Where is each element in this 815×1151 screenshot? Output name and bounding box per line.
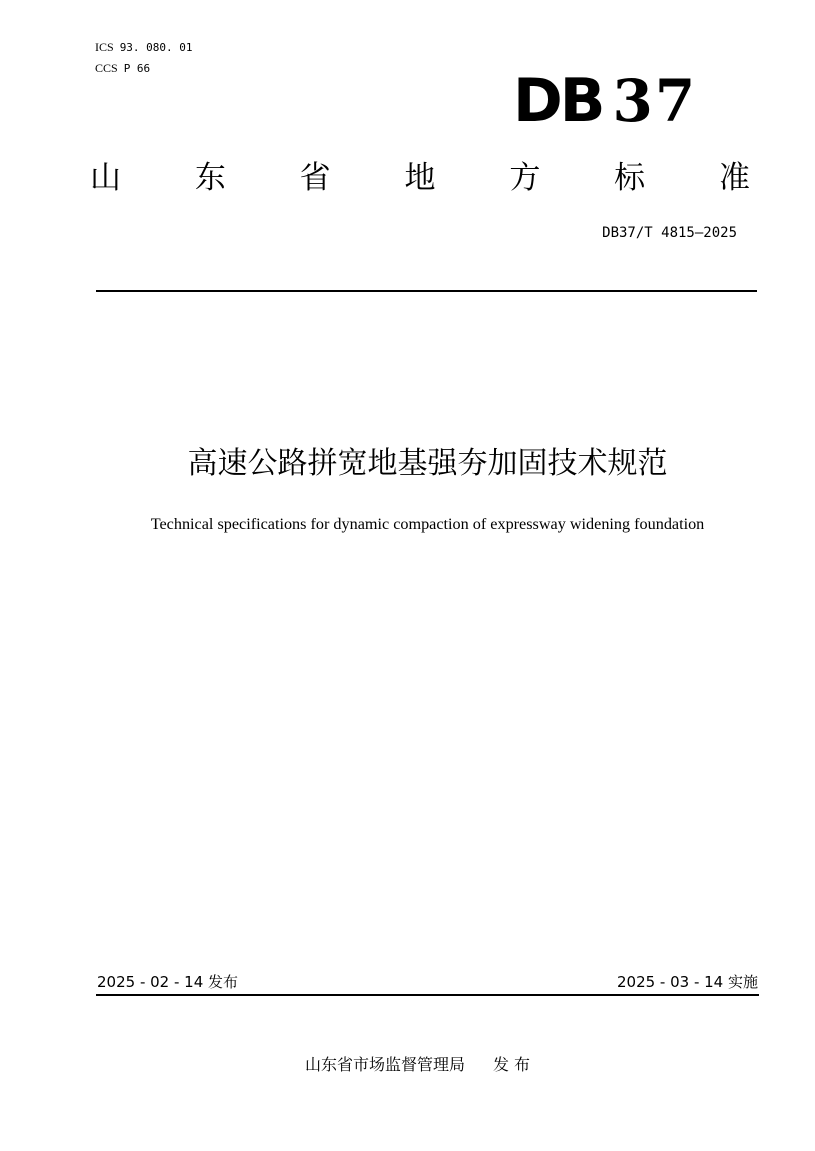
logo-letters: DB — [513, 66, 603, 136]
heading-char: 标 — [614, 160, 646, 196]
header-divider — [96, 290, 757, 292]
publisher-name: 山东省市场监督管理局 — [304, 1055, 465, 1074]
document-title: 高速公路拼宽地基强夯加固技术规范 — [187, 446, 668, 481]
heading-char: 地 — [404, 160, 436, 196]
heading-char: 东 — [194, 160, 226, 196]
ics-code — [95, 40, 193, 55]
standard-number: DB37/T 4815—2025 — [602, 225, 737, 241]
document-title-english: Technical specifications for dynamic compaction of expressway widening foundation — [150, 515, 705, 533]
publish-action: 发 布 — [492, 1055, 531, 1074]
ics-value: 93. 080. 01 — [119, 41, 193, 54]
footer-divider — [96, 994, 759, 996]
heading-char: 方 — [509, 160, 541, 196]
ccs-label: CCS — [95, 61, 118, 75]
implementation-date: 2025 - 03 - 14 实施 — [616, 973, 758, 991]
ccs-value: P 66 — [123, 62, 151, 75]
heading-char: 山 — [90, 160, 121, 196]
release-date: 2025 - 02 - 14 发布 — [97, 973, 239, 991]
heading-char: 省 — [299, 160, 331, 196]
ics-label: ICS — [95, 40, 114, 54]
publisher — [0, 1053, 815, 1077]
standard-type-heading — [90, 156, 750, 200]
ccs-code — [95, 61, 150, 76]
logo-number: 37 — [612, 67, 698, 135]
heading-char: 准 — [718, 160, 750, 196]
db37-logo — [513, 66, 698, 136]
